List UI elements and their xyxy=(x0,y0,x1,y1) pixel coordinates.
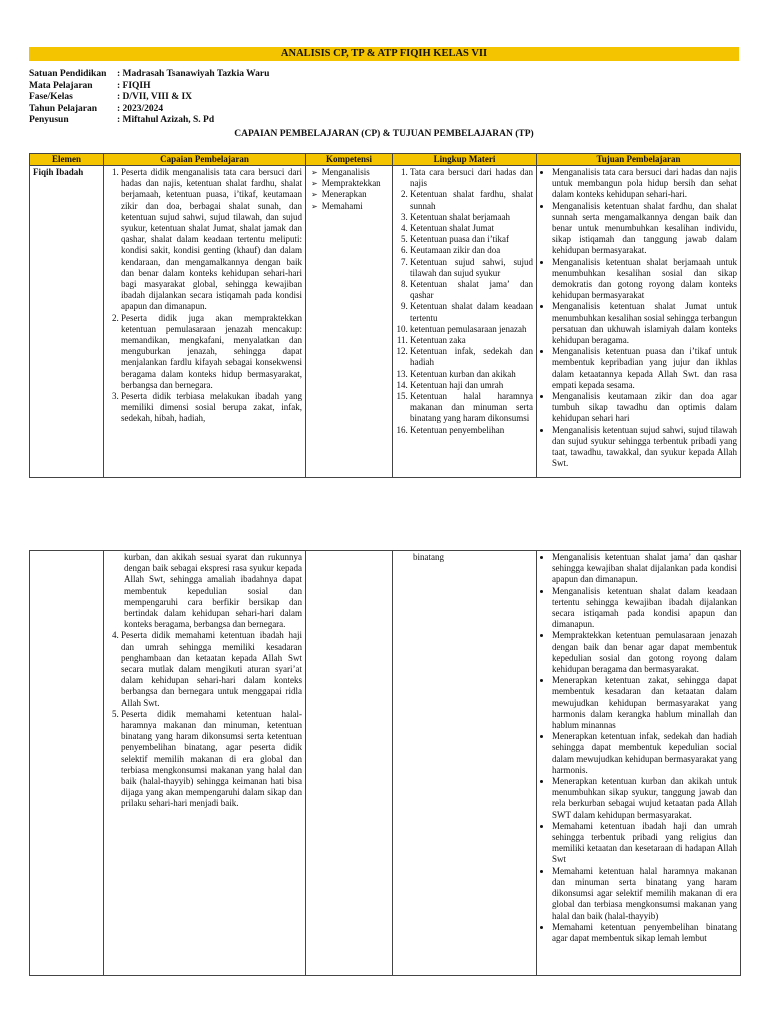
header-row xyxy=(30,154,741,166)
tp-item: • Menganalisis tata cara bersuci dari hadas dan najis untuk membangun pola hidup bersih dan sehat dalam konteks kehidupan sehari-hari. xyxy=(552,167,737,201)
competency-list xyxy=(309,167,389,212)
material-item: 16. Ketentuan penyembelihan xyxy=(410,425,533,436)
header-kompetensi: Kompetensi xyxy=(306,154,393,166)
material-item: 11. Ketentuan zaka xyxy=(410,335,533,346)
identity-row xyxy=(29,81,269,93)
identity-row xyxy=(29,115,269,127)
tp-item: • Menerapkan ketentuan kurban dan akikah untuk menumbuhkan sikap syukur, tanggung jawab dan rela berkurban sebagai wujud ketaatan pada Allah SWT dalam kehidupan bermasyarakat. xyxy=(552,776,737,821)
material-continuation: binatang xyxy=(413,552,444,562)
competency-cell xyxy=(306,166,393,478)
material-item: 7. Ketentuan sujud sahwi, sujud tilawah dan sujud syukur xyxy=(410,257,533,279)
tp-item: • Menganalisis ketentuan shalat fardhu, dan shalat sunnah serta mengamalkannya dengan baik dan benar untuk menumbuhkan kesalihan individu, sikap istiqamah dan tanggung jawab dalam kehidupan bermasyarakat. xyxy=(552,201,737,257)
identity-row xyxy=(29,69,269,81)
tp-cell xyxy=(537,551,741,976)
cp-list xyxy=(107,630,302,809)
cp-cell xyxy=(104,166,306,478)
tp-item: • Menganalisis ketentuan shalat jama’ dan qashar sehingga kewajiban shalat dijalankan pada kondisi apapun dan dimanapun. xyxy=(552,552,737,586)
identity-row xyxy=(29,92,269,104)
table-row xyxy=(30,166,741,478)
identity-label: Tahun Pelajaran xyxy=(29,103,98,114)
competency-cell xyxy=(306,551,393,976)
cp-item: 5. Peserta didik memahami ketentuan halal-haramnya makanan dan minuman, ketentuan binatang yang haram dikonsumsi serta ketentuan penyembelihan binatang, agar peserta didik selektif memilih makanan di era global dan terbiasa mengkonsumsi makanan yang halal dan baik (halal-thayyib) sehingga keimanan hati bisa dijaga yang akan mempengaruhi dalam sikap dan prilaku sehari-hari menjadi baik. xyxy=(121,709,302,810)
competency-item: ➢ Menganalisis xyxy=(311,167,389,178)
tp-item: • Menganalisis ketentuan shalat berjamaah untuk menumbuhkan kesalihan sosial dan sikap demokratis dan gotong royong dalam konteks kehidupan bermasyarakat xyxy=(552,257,737,302)
identity-value: : Madrasah Tsanawiyah Tazkia Waru xyxy=(117,69,270,79)
competency-item: ➢ Mempraktekkan xyxy=(311,178,389,189)
material-item: 12. Ketentuan infak, sedekah dan hadiah xyxy=(410,346,533,368)
material-item: 5. Ketentuan puasa dan i’tikaf xyxy=(410,234,533,245)
material-item: 1. Tata cara bersuci dari hadas dan najis xyxy=(410,167,533,189)
material-list xyxy=(396,167,533,436)
material-cell xyxy=(393,166,537,478)
identity-label: Satuan Pendidikan xyxy=(29,69,107,79)
cp-cell xyxy=(104,551,306,976)
competency-item: ➢ Menerapkan xyxy=(311,189,389,200)
table-row xyxy=(30,551,741,976)
tp-item: • Menerapkan ketentuan zakat, sehingga dapat membentuk kesadaran dan ketaatan dalam mewujudkan kehidupan bermasyarakat yang harmonis dalam kerangka hablum minallah dan hablum minannas xyxy=(552,675,737,731)
cp-item: 2. Peserta didik juga akan mempraktekkan ketentuan pemulasaraan jenazah mencakup: memandikan, mengkafani, menyalatkan dan menguburkan jenazah, sehingga dapat menjalankan fardlu kifayah sebagai konsekwensi beragama dalam konteks hidup bermasyarakat, berbangsa dan bernegara. xyxy=(121,313,302,391)
identity-value: : 2023/2024 xyxy=(117,103,164,114)
identity-label: Fase/Kelas xyxy=(29,92,73,102)
tp-list xyxy=(540,167,737,469)
material-item: 10. ketentuan pemulasaraan jenazah xyxy=(410,324,533,335)
tp-cell xyxy=(537,166,741,478)
material-item: 3. Ketentuan shalat berjamaah xyxy=(410,212,533,223)
cp-list xyxy=(107,167,302,425)
tp-item: • Memahami ketentuan penyembelihan binatang agar dapat membentuk sikap lemah lembut xyxy=(552,922,737,944)
material-item: 15. Ketentuan halal haramnya makanan dan minuman serta binatang yang haram dikonsumsi xyxy=(410,391,533,425)
identity-row xyxy=(29,104,269,116)
tp-item: • Menerapkan ketentuan infak, sedekah dan hadiah sehingga dapat membentuk kepedulian social dalam mewujudkan kehidupan bermasyarakat yang harmonis. xyxy=(552,731,737,776)
tp-item: • Menganalisis ketentuan shalat Jumat untuk menumbuhkan kesalihan sosial sehingga terbangun persatuan dan ukhuwah islamiyah dalam konteks kehidupan beragama. xyxy=(552,301,737,346)
header-elemen: Elemen xyxy=(30,154,104,166)
identity-value: : FIQIH xyxy=(117,80,151,91)
material-item: 13. Ketentuan kurban dan akikah xyxy=(410,369,533,380)
tp-list xyxy=(540,552,737,944)
header-lingkup: Lingkup Materi xyxy=(393,154,537,166)
competency-item: ➢ Memahami xyxy=(311,201,389,212)
material-item: 6. Keutamaan zikir dan doa xyxy=(410,245,533,256)
material-cell xyxy=(393,551,537,976)
cp-tp-table-page-2 xyxy=(29,550,741,976)
identity-block xyxy=(29,69,269,127)
document-title: ANALISIS CP, TP & ATP FIQIH KELAS VII xyxy=(29,47,739,61)
cp-item: 4. Peserta didik memahami ketentuan ibadah haji dan umrah sehingga memiliki kesadaran penghambaan dan ketaatan kepada Allah Swt secara mutlak dalam mengikuti aturan syari’at dalam kehidupan sehari-hari dalam konteks berbangsa dan bernegara untuk menggapai ridla Allah Swt. xyxy=(121,630,302,708)
tp-item: • Menganalisis keutamaan zikir dan doa agar tumbuh sikap tawadhu dan optimis dalam kehidupan sehari hari xyxy=(552,391,737,425)
header-tujuan: Tujuan Pembelajaran xyxy=(537,154,741,166)
material-item: 2. Ketentuan shalat fardhu, shalat sunnah xyxy=(410,189,533,211)
tp-item: • Memahami ketentuan ibadah haji dan umrah sehingga terbentuk pribadi yang religius dan memiliki ketaatan dan kesetaraan di hadapan Allah Swt xyxy=(552,821,737,866)
table-subtitle: CAPAIAN PEMBELAJARAN (CP) & TUJUAN PEMBELAJARAN (TP) xyxy=(234,129,534,139)
cp-item: 1. Peserta didik menganalisis tata cara bersuci dari hadas dan najis, ketentuan shalat fardhu, shalat berjamaah, ketentuan puasa, i’tikaf, keutamaan zikir dan doa, berbagai shalat sunah, dan ketentuan sujud sahwi, sujud tilawah, dan sujud syukur, ketentuan shalat Jumat, shalat jamak dan qashar, shalat dalam keadaan tertentu meliputi: kondisi sakit, kondisi genting (khauf) dan dalam kendaraan, dan mengamalkannya dengan baik dan benar dalam konteks kehidupan sehari-hari bagi masyarakat global, sehingga kewajiban ibadah dijalankan secara istiqamah pada kondisi apapun dan dimanapun. xyxy=(121,167,302,313)
tp-item: • Menganalisis ketentuan puasa dan i’tikaf untuk membentuk kepribadian yang jujur dan ikhlas dalam ketaatannya kepada Allah Swt. dan rasa empati kepada sesama. xyxy=(552,346,737,391)
cp-tp-table-page-1 xyxy=(29,153,741,478)
material-item: 4. Ketentuan shalat Jumat xyxy=(410,223,533,234)
material-item: 8. Ketentuan shalat jama’ dan qashar xyxy=(410,279,533,301)
material-item: 14. Ketentuan haji dan umrah xyxy=(410,380,533,391)
element-cell: Fiqih Ibadah xyxy=(30,166,104,478)
header-capaian: Capaian Pembelajaran xyxy=(104,154,306,166)
element-cell xyxy=(30,551,104,976)
identity-label: Mata Pelajaran xyxy=(29,80,93,91)
cp-item: 3. Peserta didik terbiasa melakukan ibadah yang memiliki dimensi sosial berupa zakat, infak, sedekah, hibah, hadiah, xyxy=(121,391,302,425)
tp-item: • Memahami ketentuan halal haramnya makanan dan minuman serta binatang yang haram dikonsumsi agar selektif memilih makanan di era global dan terbiasa mengkonsumsi makanan yang halal dan baik (halal-thayyib) xyxy=(552,866,737,922)
identity-value: : D/VII, VIII & IX xyxy=(117,92,193,102)
cp-continuation: kurban, dan akikah sesuai syarat dan rukunnya dengan baik sebagai ekspresi rasa syukur kepada Allah Swt, sehingga amaliah ibadahnya dapat membentuk kepedulian sosial dan mempengaruhi cara berfikir bersikap dan bertindak dalam kehidupan sehari-hari dalam konteks beragama, berbangsa dan bernegara. xyxy=(124,552,302,630)
tp-item: • Mempraktekkan ketentuan pemulasaraan jenazah dengan baik dan benar agar dapat membentuk kepedulian sosial dan gotong royong dalam kehidupan beragama dan bermasyarakat. xyxy=(552,630,737,675)
material-item: 9. Ketentuan shalat dalam keadaan tertentu xyxy=(410,301,533,323)
tp-item: • Menganalisis ketentuan shalat dalam keadaan tertentu sehingga kewajiban ibadah dijalankan secara istiqamah pada kondisi apapun dan dimanapun. xyxy=(552,586,737,631)
tp-item: • Menganalisis ketentuan sujud sahwi, sujud tilawah dan sujud syukur sehingga terbentuk pribadi yang taat, tawadhu, tawakkal, dan syukur kepada Allah Swt. xyxy=(552,425,737,470)
identity-label: Penyusun xyxy=(29,115,69,125)
identity-value: : Miftahul Azizah, S. Pd xyxy=(117,115,215,125)
